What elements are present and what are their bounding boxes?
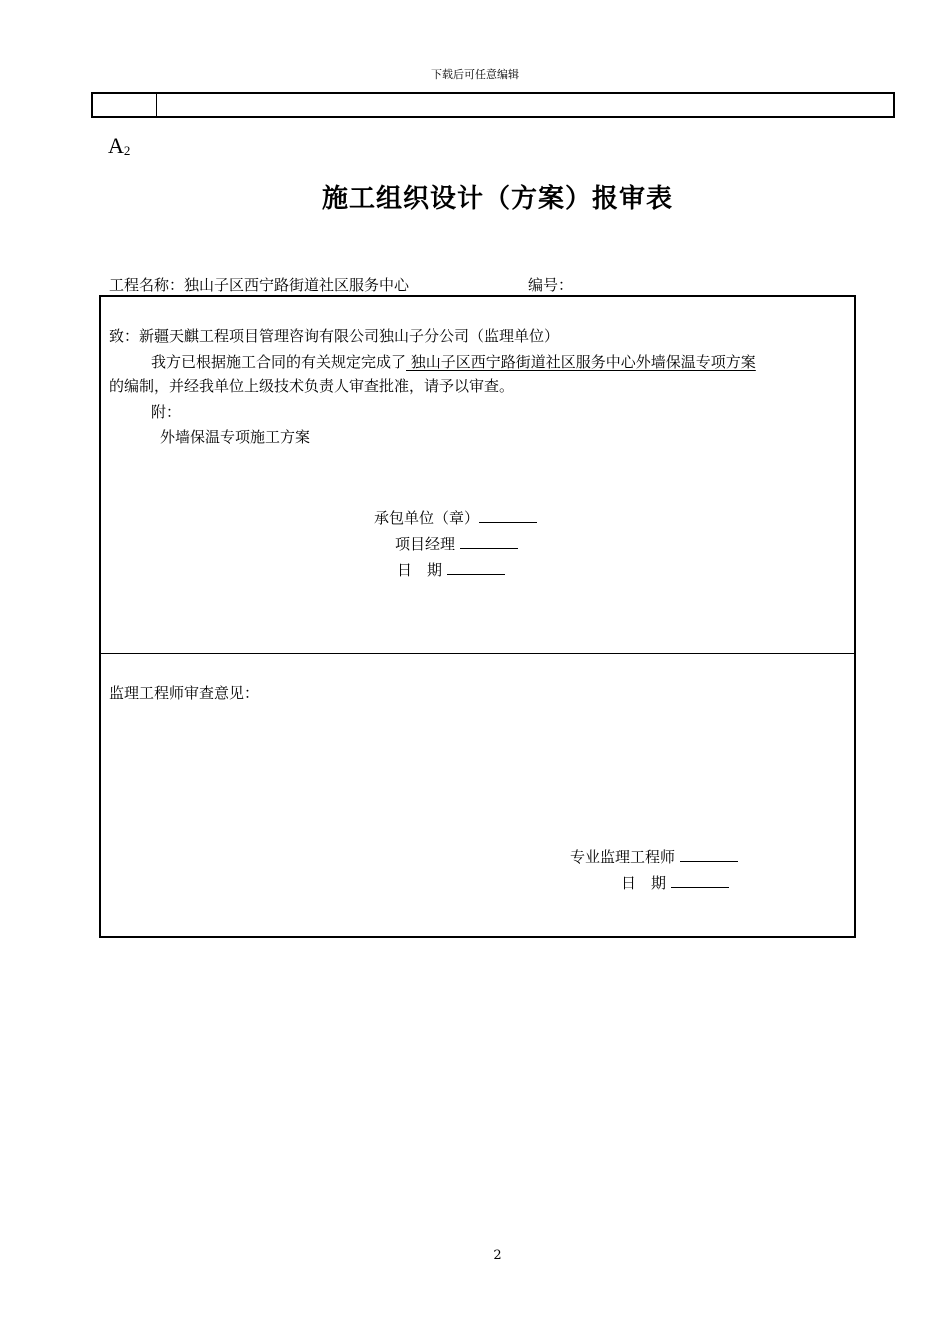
project-name-row — [109, 274, 409, 295]
engineer-date-blank[interactable] — [671, 875, 729, 888]
submission-statement — [151, 351, 756, 372]
header-table — [91, 92, 895, 118]
statement-prefix: 我方已根据施工合同的有关规定完成了 — [151, 353, 407, 371]
statement-continuation: 的编制，并经我单位上级技术负责人审查批准，请予以审查。 — [109, 377, 515, 395]
page-title: 施工组织设计（方案）报审表 — [321, 184, 673, 214]
download-note: 下载后可任意编辑 — [431, 68, 519, 81]
engineer-signature-blank[interactable] — [680, 849, 738, 862]
contractor-seal-blank[interactable] — [479, 510, 537, 523]
number-label: 编号： — [528, 276, 574, 294]
project-label: 工程名称： — [109, 276, 185, 294]
attachment-label: 附： — [151, 403, 182, 421]
contractor-label: 承包单位（章） — [374, 509, 480, 527]
engineer-date-row — [621, 872, 729, 893]
form-code-letter: A — [108, 133, 124, 158]
contractor-date-blank[interactable] — [447, 562, 505, 575]
review-opinion-label: 监理工程师审查意见： — [109, 684, 260, 702]
manager-signature-row — [395, 533, 518, 554]
form-code-subscript: 2 — [123, 143, 131, 158]
attachment-item: 外墙保温专项施工方案 — [160, 428, 311, 446]
engineer-date-label: 日 期 — [621, 874, 667, 892]
page-number: 2 — [493, 1248, 502, 1263]
scheme-name: 独山子区西宁路街道社区服务中心外墙保温专项方案 — [406, 353, 756, 371]
engineer-label: 专业监理工程师 — [570, 848, 676, 866]
table-cell-divider — [156, 94, 157, 116]
contractor-signature-row — [374, 507, 537, 528]
engineer-signature-row — [570, 846, 738, 867]
manager-signature-blank[interactable] — [460, 536, 518, 549]
manager-label: 项目经理 — [395, 535, 456, 553]
contractor-date-label: 日 期 — [397, 561, 443, 579]
section-divider — [101, 653, 854, 654]
project-name: 独山子区西宁路街道社区服务中心 — [184, 276, 410, 294]
recipient-line: 致：新疆天麒工程项目管理咨询有限公司独山子分公司（监理单位） — [109, 327, 560, 345]
contractor-date-row — [397, 559, 505, 580]
form-code — [108, 133, 130, 159]
